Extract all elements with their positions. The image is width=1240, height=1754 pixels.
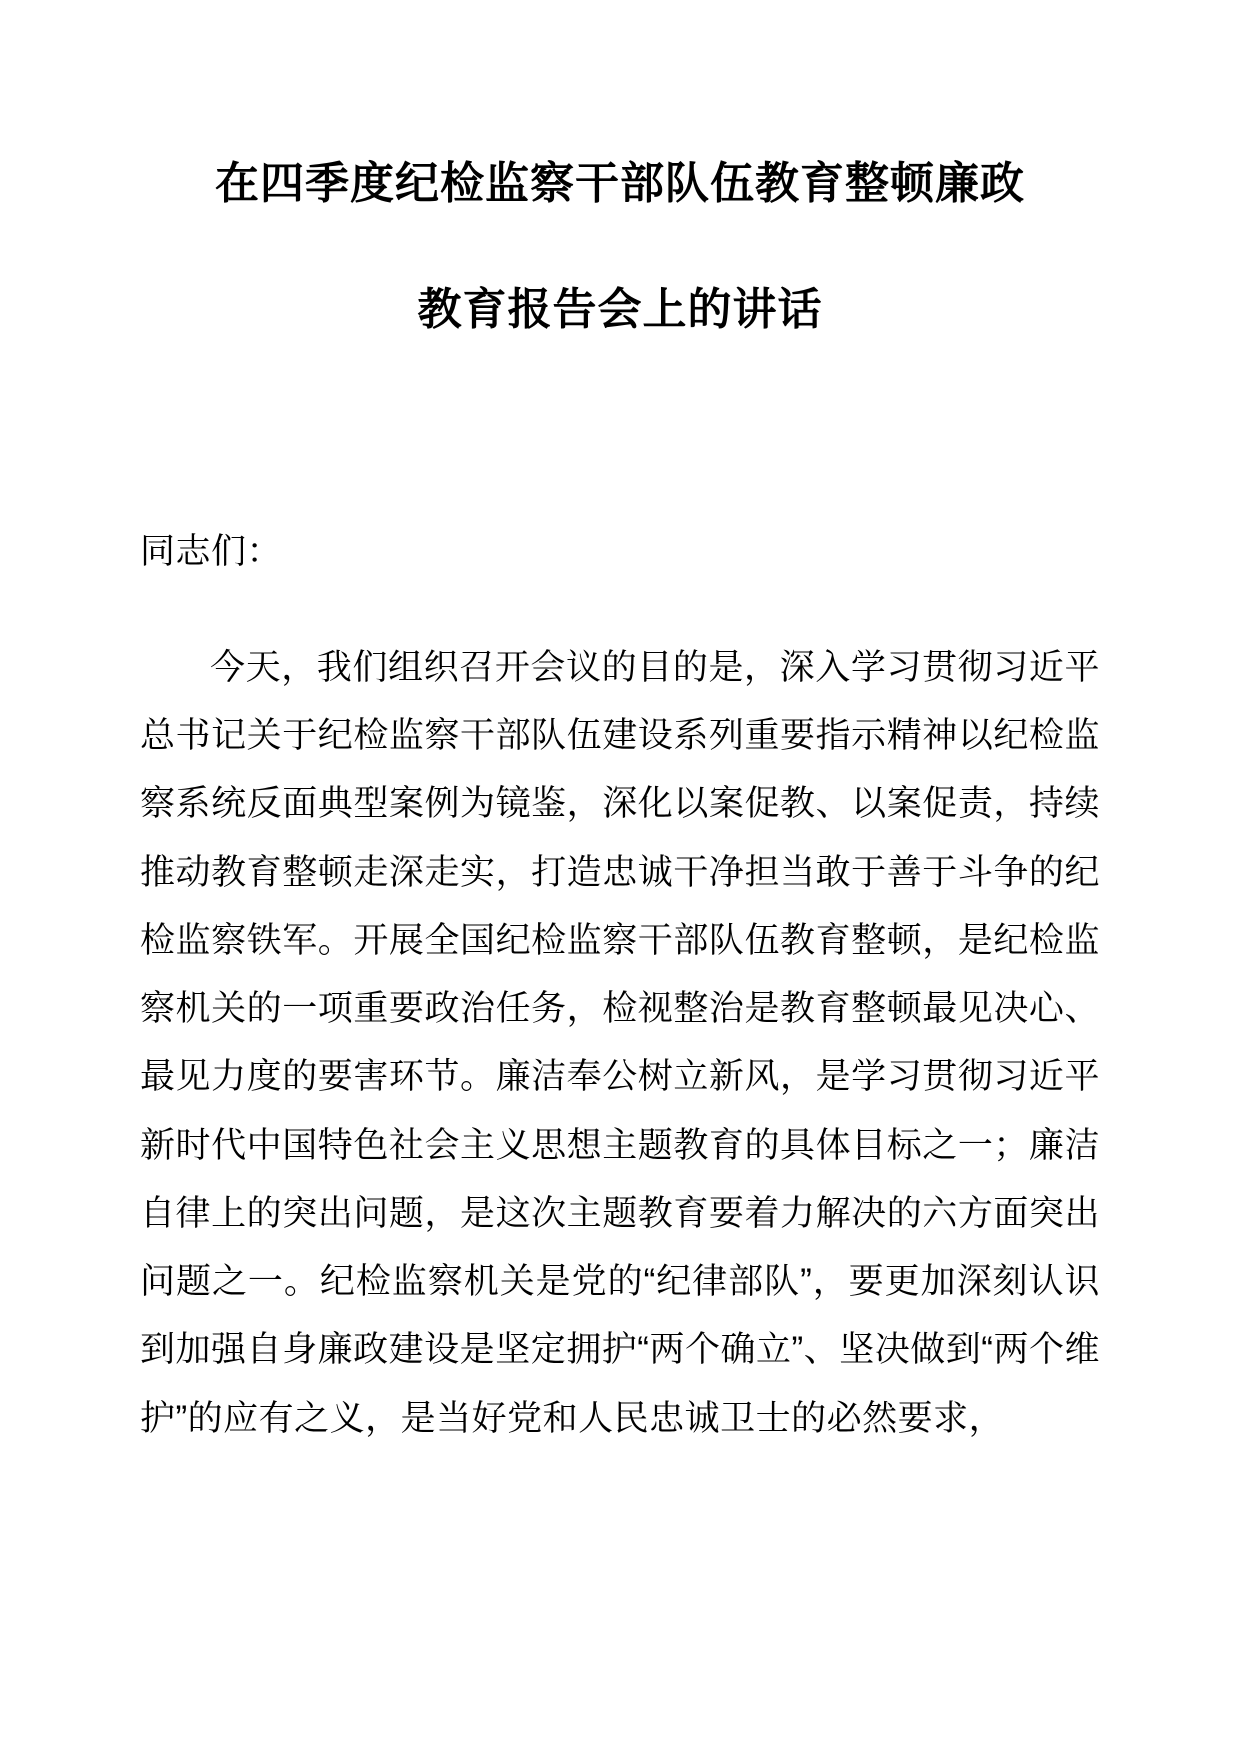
salutation: 同志们： [140,532,283,572]
page-title [140,150,1100,344]
document-body [140,634,1100,1453]
page-title-line-1: 在四季度纪检监察干部队伍教育整顿廉政 [215,159,1025,208]
page-title-line-2: 教育报告会上的讲话 [417,285,823,335]
body-paragraph-1: 今天，我们组织召开会议的目的是，深入学习贯彻习近平总书记关于纪检监察干部队伍建设系列重要指示精神以纪检监察系统反面典型案例为镜鉴，深化以案促教、以案促责，持续推动教育整顿走深走实，打造忠诚干净担当敢于善于斗争的纪检监察铁军。开展全国纪检监察干部队伍教育整顿，是纪检监察机关的一项重要政治任务，检视整治是教育整顿最见决心、最见力度的要害环节。廉洁奉公树立新风，是学习贯彻习近平新时代中国特色社会主义思想主题教育的具体目标之一；廉洁自律上的突出问题，是这次主题教育要着力解决的六方面突出问题之一。纪检监察机关是党的“纪律部队”，要更加深刻认识到加强自身廉政建设是坚定拥护“两个确立”、坚决做到“两个维护”的应有之义，是当好党和人民忠诚卫士的必然要求， [140,647,1100,1438]
